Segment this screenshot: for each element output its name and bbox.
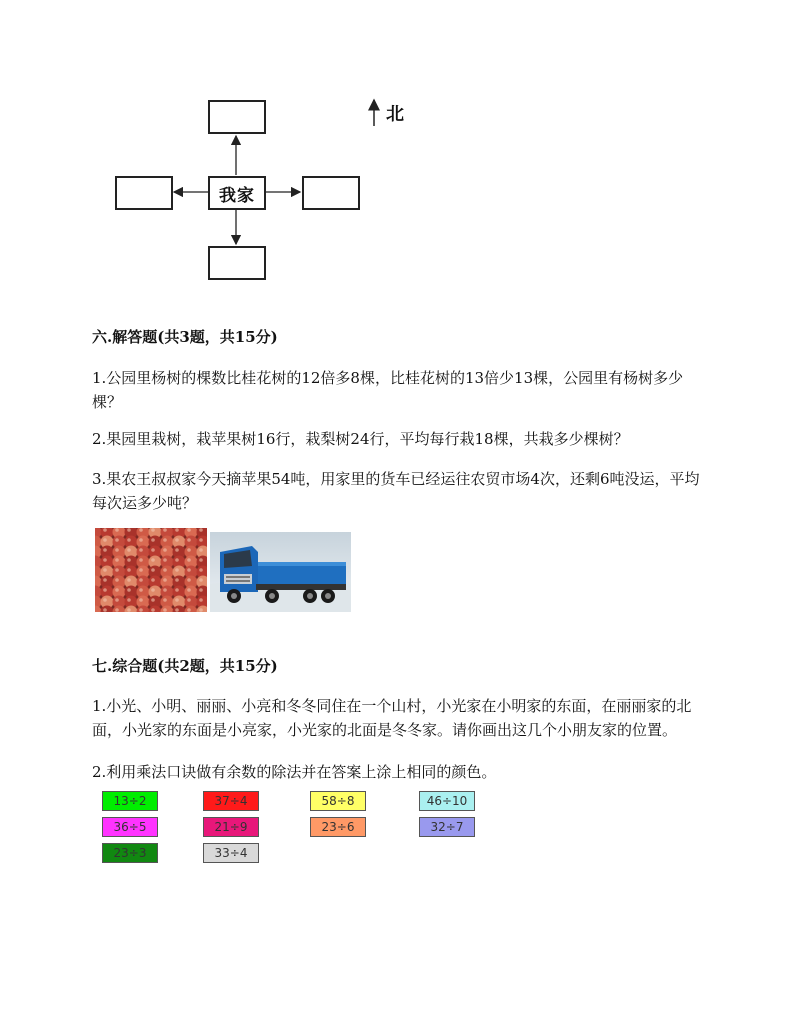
- section6-question-2: 2.果园里栽树，栽苹果树16行，栽梨树24行，平均每行栽18棵，共栽多少棵树？: [92, 430, 629, 448]
- division-tile[interactable]: 33÷4: [203, 843, 259, 863]
- division-tile[interactable]: 21÷9: [203, 817, 259, 837]
- home-label: 我家: [219, 185, 255, 206]
- truck-photo: [210, 532, 351, 612]
- blank-box-north[interactable]: [208, 100, 266, 134]
- division-tile[interactable]: 36÷5: [102, 817, 158, 837]
- division-tile[interactable]: 32÷7: [419, 817, 475, 837]
- blank-box-west[interactable]: [115, 176, 173, 210]
- section6-heading: 六.解答题(共3题，共15分): [92, 328, 278, 346]
- home-box: [208, 176, 266, 210]
- division-tile[interactable]: 13÷2: [102, 791, 158, 811]
- north-label: 北: [386, 104, 404, 125]
- section7-question-1: 1.小光、小明、丽丽、小亮和冬冬同住在一个山村，小光家在小明家的东面，在丽丽家的北面，小光家的东面是小亮家，小光家的北面是冬冬家。请你画出这几个小朋友家的位置。: [92, 697, 692, 739]
- division-tile[interactable]: 58÷8: [310, 791, 366, 811]
- division-tile[interactable]: 37÷4: [203, 791, 259, 811]
- apples-photo: [95, 528, 207, 612]
- section6-question-3: 3.果农王叔叔家今天摘苹果54吨，用家里的货车已经运往农贸市场4次，还剩6吨没运，平均每次运多少吨？: [92, 470, 700, 512]
- section7-heading: 七.综合题(共2题，共15分): [92, 657, 278, 675]
- blank-box-east[interactable]: [302, 176, 360, 210]
- section6-question-1: 1.公园里杨树的棵数比桂花树的12倍多8棵，比桂花树的13倍少13棵，公园里有杨树多少棵？: [92, 369, 684, 411]
- section7-question-2: 2.利用乘法口诀做有余数的除法并在答案上涂上相同的颜色。: [92, 763, 497, 781]
- division-tile[interactable]: 23÷6: [310, 817, 366, 837]
- division-tile[interactable]: 46÷10: [419, 791, 475, 811]
- division-tile[interactable]: 23÷3: [102, 843, 158, 863]
- blank-box-south[interactable]: [208, 246, 266, 280]
